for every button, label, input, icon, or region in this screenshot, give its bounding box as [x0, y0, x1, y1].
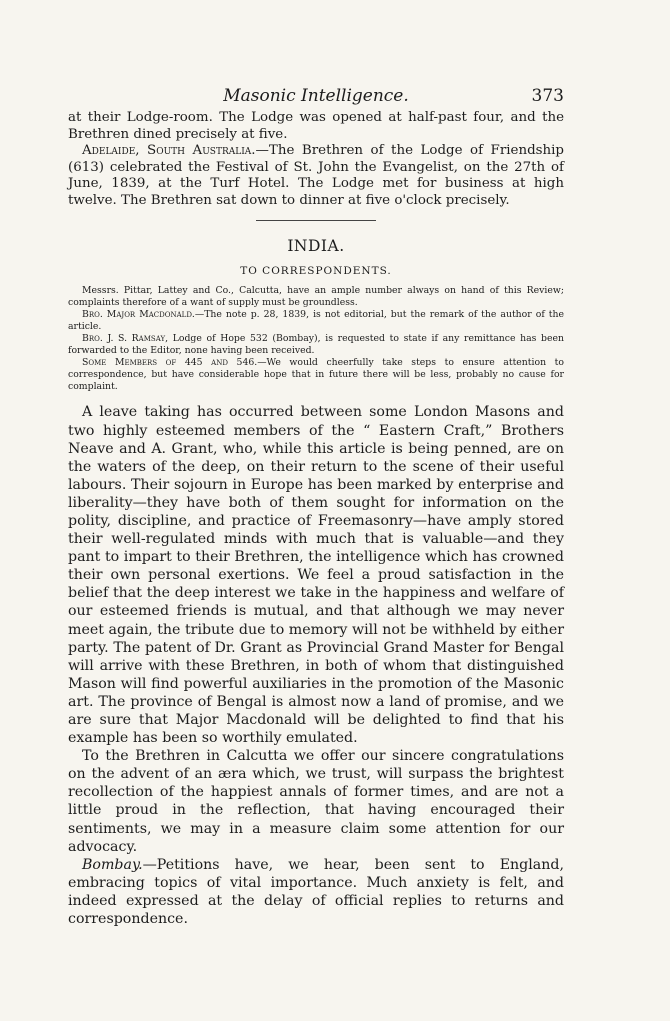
bombay-lead: Bombay.: [82, 856, 143, 873]
page-number: 373: [531, 86, 564, 106]
section-divider: [256, 220, 376, 221]
adelaide-lead: Adelaide, South Australia.: [82, 143, 256, 159]
note-item: Some Members of 445 and 546.—We would cheerfully take steps to ensure attention to correspondence, but have considerable hope that in future there will be less, probably no cause for complaint.: [68, 357, 564, 393]
body-text: [68, 403, 564, 928]
bombay-text: —Petitions have, we hear, been sent to England, embracing topics of vital importance. Much anxiety is felt, and indeed expressed at the delay of official replies to returns and correspondence.: [68, 856, 564, 928]
body-paragraph-calcutta: To the Brethren in Calcutta we offer our sincere congratulations on the advent of an æra which, we trust, will surpass the brightest recollection of the happiest annals of former times, and are not a little proud in the reflection, that having encouraged their sentiments, we may in a measure claim some attention for our advocacy.: [68, 748, 564, 855]
continuation-paragraph: at their Lodge-room. The Lodge was opened at half-past four, and the Brethren dined precisely at five.: [68, 110, 564, 142]
adelaide-paragraph: [68, 143, 564, 209]
note-item: Messrs. Pittar, Lattey and Co., Calcutta, have an ample number always on hand of this Review; complaints therefore of a want of supply must be groundless.: [68, 284, 564, 308]
note-item: Bro. Major Macdonald.—The note p. 28, 1839, is not editorial, but the remark of the author of the article.: [68, 308, 564, 332]
page-header: [68, 84, 564, 110]
body-paragraph-leave-taking: A leave taking has occurred between some London Masons and two highly esteemed members of the “ Eastern Craft,” Brothers Neave and A. Grant, who, while this article is being penned, are on the waters of the deep, on their return to the scene of their useful labours. Their sojourn in Europe has been marked by enterprise and liberality—they have both of them sought for information on the polity, discipline, and practice of Freemasonry—have amply stored their well-regulated minds with much that is valuable—and they pant to impart to their Brethren, the intelligence which has crowned their own personal exertions. We feel a proud satisfaction in the belief that the deep interest we take in the happiness and welfare of our esteemed friends is mutual, and that although we may never meet again, the tribute due to memory will not be withheld by either party. The patent of Dr. Grant as Provincial Grand Master for Bengal will arrive with these Brethren, in both of whom that distinguished Mason will find powerful auxiliaries in the promotion of the Masonic art. The province of Bengal is almost now a land of promise, and we are sure that Major Macdonald will be delighted to find that his example has been so worthily emulated.: [68, 404, 564, 747]
section-subtitle: TO CORRESPONDENTS.: [240, 264, 392, 277]
correspondent-notes: [68, 285, 564, 394]
note-item: Bro. J. S. Ramsay, Lodge of Hope 532 (Bombay), is requested to state if any remittance has been forwarded to the Editor, none having been received.: [68, 332, 565, 357]
page: [68, 84, 564, 928]
running-title: Masonic Intelligence.: [223, 86, 409, 106]
body-paragraph-bombay: [68, 856, 564, 928]
adelaide-text: —The Brethren of the Lodge of Friendship (613) celebrated the Festival of St. John the Evangelist, on the 27th of June, 1839, at the Turf Hotel. The Lodge met for business at high twelve. The Brethren sat down to dinner at five o'clock precisely.: [68, 143, 564, 208]
section-title: INDIA.: [287, 236, 345, 255]
top-block: [68, 110, 564, 210]
